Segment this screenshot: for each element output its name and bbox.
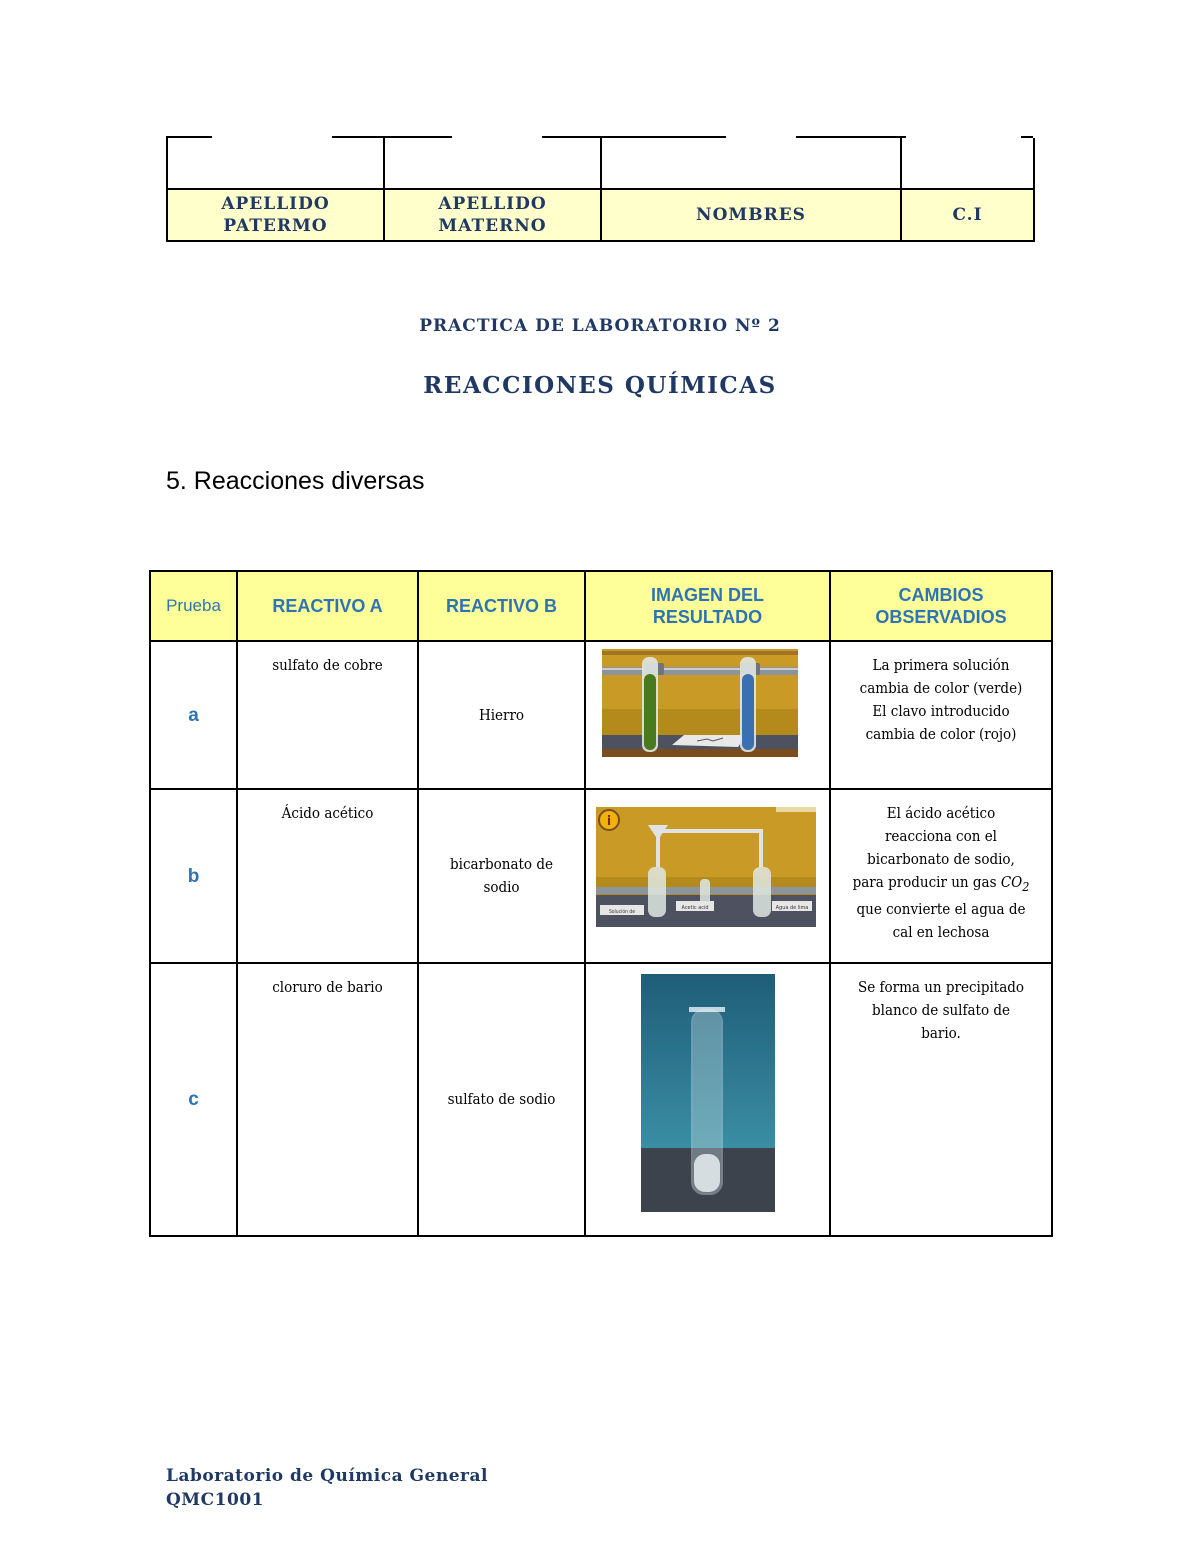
- label-line: APELLIDO: [221, 194, 330, 214]
- row-letter: c: [150, 963, 237, 1236]
- header-line: CAMBIOS: [898, 585, 984, 605]
- reactivo-b-line: sulfato de sodio: [447, 1090, 556, 1108]
- label-line: PATERMO: [223, 216, 328, 236]
- image-label: Agua de lima: [775, 905, 809, 911]
- observation-line: que convierte el agua de: [856, 900, 1026, 918]
- label-ci: [901, 189, 1034, 241]
- observation-line: [837, 871, 1045, 898]
- header-line: OBSERVADIOS: [875, 607, 1007, 627]
- image-label: Acetic acid: [681, 905, 709, 911]
- reactivo-a-cell: cloruro de bario: [237, 963, 418, 1236]
- observation-line: reacciona con el: [884, 827, 997, 845]
- green-liquid: [644, 674, 656, 750]
- observation-line: cambia de color (verde): [859, 679, 1023, 697]
- table-row: [150, 641, 1052, 789]
- blue-liquid: [742, 674, 754, 750]
- reactivo-b-line: Hierro: [478, 705, 525, 724]
- page-footer: [166, 1464, 488, 1512]
- ci-field[interactable]: [901, 138, 1034, 189]
- observation-line: La primera solución: [872, 656, 1010, 674]
- table-row: [150, 963, 1052, 1236]
- observations-cell: [830, 963, 1052, 1236]
- row-letter: a: [150, 641, 237, 789]
- observations-cell: [830, 641, 1052, 789]
- white-precipitate: [694, 1154, 720, 1192]
- co2-symbol: CO: [1000, 873, 1023, 891]
- footer-course: Laboratorio de Química General: [166, 1466, 488, 1486]
- header-reactivo-a: REACTIVO A: [237, 571, 418, 641]
- label-nombres: [601, 189, 901, 241]
- result-image-cell: [585, 963, 830, 1236]
- student-info-table: [166, 138, 1035, 242]
- label-line: NOMBRES: [696, 205, 806, 225]
- observation-line: El ácido acético: [886, 804, 996, 822]
- header-imagen: [585, 571, 830, 641]
- header-cambios: [830, 571, 1052, 641]
- header-prueba: Prueba: [150, 571, 237, 641]
- co2-formula: [1000, 873, 1030, 894]
- reactivo-b-cell: [418, 963, 585, 1236]
- label-line: APELLIDO: [438, 194, 547, 214]
- results-table: [149, 570, 1053, 1237]
- label-line: C.I: [952, 205, 983, 225]
- observation-line: blanco de sulfato de: [872, 1001, 1010, 1019]
- header-line: RESULTADO: [652, 607, 763, 627]
- observation-line: cambia de color (rojo): [865, 725, 1017, 743]
- single-test-tube-image: [641, 974, 775, 1212]
- svg-text:i: i: [606, 814, 612, 829]
- label-apellido-materno: [384, 189, 601, 241]
- image-label: Solución de: [608, 909, 636, 915]
- reactivo-a-cell: sulfato de cobre: [237, 641, 418, 789]
- nombres-field[interactable]: [601, 138, 901, 189]
- apellido-materno-field[interactable]: [384, 138, 601, 189]
- label-line: MATERNO: [438, 216, 547, 236]
- observation-text: para producir un gas: [852, 873, 997, 891]
- apellido-paterno-field[interactable]: [167, 138, 384, 189]
- reactivo-b-line: sodio: [483, 878, 520, 896]
- reactivo-a-cell: Ácido acético: [237, 789, 418, 963]
- header-reactivo-b: REACTIVO B: [418, 571, 585, 641]
- results-header-row: [150, 571, 1052, 641]
- student-info-input-row: [167, 138, 1034, 189]
- label-apellido-paterno: [167, 189, 384, 241]
- co2-subscript: 2: [1022, 879, 1030, 894]
- result-image-cell: [585, 641, 830, 789]
- gas-apparatus-image: [596, 807, 816, 927]
- table-row: [150, 789, 1052, 963]
- observation-line: Se forma un precipitado: [858, 978, 1024, 996]
- observation-line: bicarbonato de sodio,: [867, 850, 1015, 868]
- test-tubes-stand-image: [602, 649, 798, 757]
- main-title: REACCIONES QUÍMICAS: [423, 372, 777, 399]
- student-info-label-row: [167, 189, 1034, 241]
- reactivo-b-line: bicarbonato de: [450, 855, 553, 873]
- observation-line: cal en lechosa: [892, 923, 990, 941]
- footer-code: QMC1001: [166, 1490, 264, 1510]
- section-heading: 5. Reacciones diversas: [166, 467, 425, 495]
- observation-line: bario.: [921, 1024, 961, 1042]
- result-image-cell: [585, 789, 830, 963]
- reactivo-b-cell: [418, 789, 585, 963]
- practice-title: PRACTICA DE LABORATORIO Nº 2: [419, 316, 781, 336]
- observation-line: El clavo introducido: [872, 702, 1010, 720]
- row-letter: b: [150, 789, 237, 963]
- observations-cell: [830, 789, 1052, 963]
- header-line: IMAGEN DEL: [650, 585, 764, 605]
- reactivo-b-cell: [418, 641, 585, 789]
